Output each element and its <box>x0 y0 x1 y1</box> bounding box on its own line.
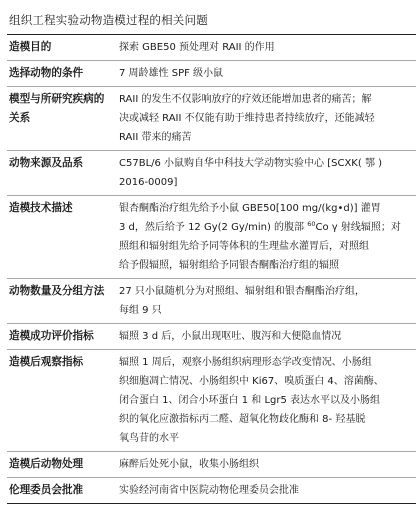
row-content-line: C57BL/6 小鼠购自华中科技大学动物实验中心 [SCXK( 鄂 ) <box>119 158 383 169</box>
row-content-line: 每组 9 只 <box>119 305 162 316</box>
row-label <box>7 455 119 474</box>
table-row <box>7 451 416 477</box>
row-content-line: RAII 带来的痛苦 <box>119 132 192 143</box>
row-content-line: 2016-0009] <box>119 177 178 188</box>
row-content <box>119 481 416 500</box>
row-label-line: 动物数量及分组方法 <box>9 285 105 297</box>
row-label <box>7 199 119 275</box>
row-content-line: 闭合蛋白 1、闭合小环蛋白 1 和 Lgr5 表达水平以及小肠组 <box>119 395 381 406</box>
row-content <box>119 154 416 192</box>
row-label <box>7 481 119 500</box>
row-content-line: 决或减轻 RAII 不仅能有助于维持患者持续放疗，还能减轻 <box>119 113 375 124</box>
row-content-line: 实验经河南省中医院动物伦理委员会批准 <box>119 485 299 496</box>
table-row <box>7 278 416 323</box>
row-label-line: 关系 <box>9 112 31 124</box>
row-label <box>7 154 119 192</box>
row-label-line: 动物来源及品系 <box>9 157 84 169</box>
table-row <box>7 349 416 451</box>
row-content <box>119 64 416 83</box>
row-label-line: 造模技术描述 <box>9 202 73 214</box>
row-content <box>119 90 416 147</box>
row-label-line: 模型与所研究疾病的 <box>9 93 105 105</box>
row-content <box>119 353 416 448</box>
row-label <box>7 38 119 57</box>
row-label-line: 选择动物的条件 <box>9 67 84 79</box>
row-content <box>119 455 416 474</box>
row-content-line: 氧鸟苷的水平 <box>119 433 179 444</box>
row-label-line: 造模后观察指标 <box>9 356 84 368</box>
row-label-line: 伦理委员会批准 <box>9 484 84 496</box>
row-label <box>7 282 119 320</box>
row-content <box>119 199 416 275</box>
row-content-line: 织的氧化应激指标丙二醛、超氧化物歧化酶和 8- 羟基脱 <box>119 414 366 425</box>
row-content-line: 银杏酮酯治疗组先给予小鼠 GBE50[100 mg/(kg•d)] 灌胃 <box>119 203 381 214</box>
table-row <box>7 60 416 86</box>
row-content-line: 辐照 1 周后，观察小肠组织病理形态学改变情况、小肠组 <box>119 357 372 368</box>
row-label-line: 造模目的 <box>9 41 52 53</box>
row-content-line: 照组和辐射组先给予同等体积的生理盐水灌胃后，对照组 <box>119 241 369 252</box>
row-content-line: 给予假辐照，辐射组给予同银杏酮酯治疗组的辐照 <box>119 260 339 271</box>
row-content-line: 麻醉后处死小鼠，收集小肠组织 <box>119 459 259 470</box>
row-content-line: 探索 GBE50 预处理对 RAII 的作用 <box>119 42 275 53</box>
row-content <box>119 282 416 320</box>
row-label <box>7 353 119 448</box>
row-content <box>119 38 416 57</box>
row-label <box>7 64 119 83</box>
table-row <box>7 86 416 150</box>
table-row <box>7 35 416 60</box>
table-row <box>7 477 416 503</box>
row-content-line: 3 d，然后给予 12 Gy(2 Gy/min) 的腹部 $^{60}$Co γ 射线辐照；对 <box>119 220 401 233</box>
isotope-mass-number: 60 <box>307 220 316 228</box>
table-row <box>7 195 416 278</box>
row-label <box>7 327 119 346</box>
row-content-line: 织细胞凋亡情况、小肠组织中 Ki67、嗅质蛋白 4、溶菌酶、 <box>119 376 384 387</box>
table-title: 组织工程实验动物造模过程的相关问题 <box>9 13 208 27</box>
row-label-line: 造模后动物处理 <box>9 458 84 470</box>
table-row <box>7 150 416 195</box>
table-row <box>7 323 416 349</box>
row-content-line: RAII 的发生不仅影响放疗的疗效还能增加患者的痛苦；解 <box>119 94 372 105</box>
row-content <box>119 327 416 346</box>
row-label <box>7 90 119 147</box>
row-content-line: 7 周龄雄性 SPF 级小鼠 <box>119 68 224 79</box>
data-table <box>7 34 416 504</box>
row-content-line: 27 只小鼠随机分为对照组、辐射组和银杏酮酯治疗组， <box>119 286 365 297</box>
row-label-line: 造模成功评价指标 <box>9 330 94 342</box>
row-content-line: 辐照 3 d 后，小鼠出现呕吐、腹泻和大便隐血情况 <box>119 331 342 342</box>
